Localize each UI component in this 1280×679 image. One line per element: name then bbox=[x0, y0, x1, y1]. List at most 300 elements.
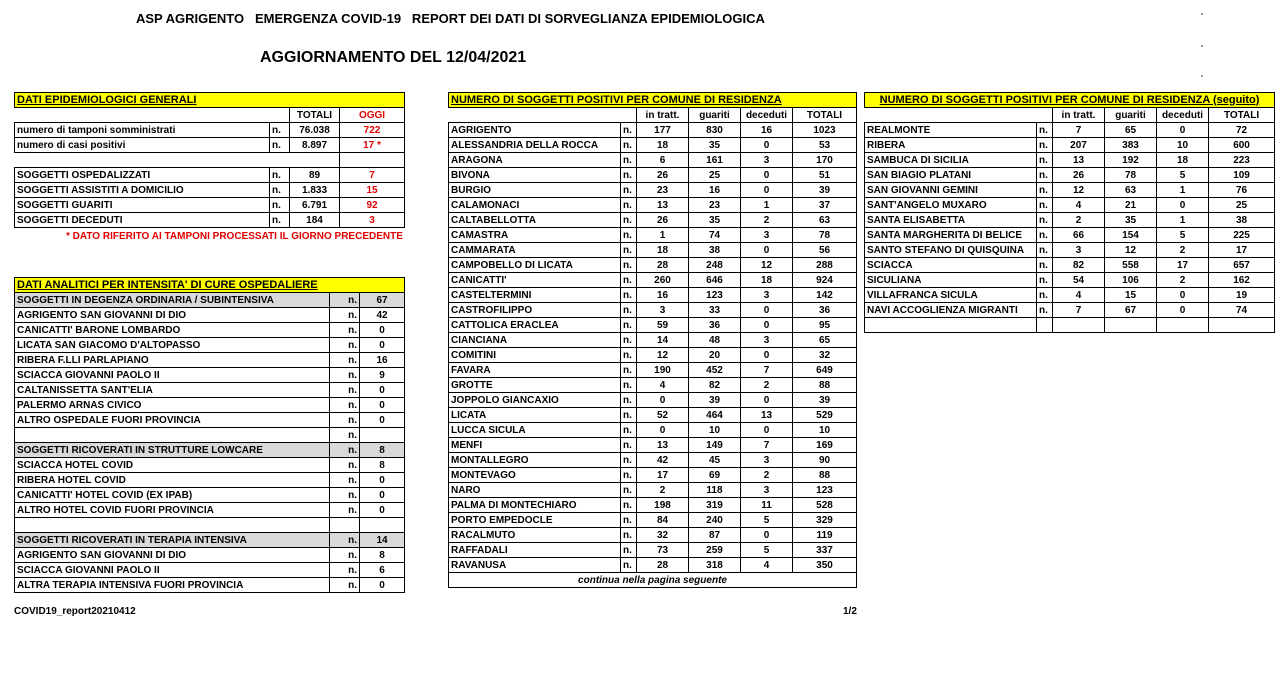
municipality-row bbox=[449, 303, 857, 318]
municipality-value: 149 bbox=[689, 438, 741, 453]
municipality-row bbox=[865, 288, 1275, 303]
municipality-value: 0 bbox=[1157, 303, 1209, 318]
municipality-value: 4 bbox=[1053, 198, 1105, 213]
municipality-value: 88 bbox=[793, 378, 857, 393]
unit-label: n. bbox=[621, 153, 637, 168]
municipality-value: 12 bbox=[1105, 243, 1157, 258]
municipality-value: 53 bbox=[793, 138, 857, 153]
municipality-value: 109 bbox=[1209, 168, 1275, 183]
hospital-row-value: 0 bbox=[360, 473, 405, 488]
hospital-row-label: AGRIGENTO SAN GIOVANNI DI DIO bbox=[15, 548, 330, 563]
municipality-value: 13 bbox=[637, 198, 689, 213]
municipality-value: 318 bbox=[689, 558, 741, 573]
unit-label: n. bbox=[621, 453, 637, 468]
municipality-row bbox=[449, 213, 857, 228]
municipality-name: RACALMUTO bbox=[449, 528, 621, 543]
hospital-row-label: RIBERA F.LLI PARLAPIANO bbox=[15, 353, 330, 368]
hospital-row bbox=[15, 473, 405, 488]
municipality-value: 2 bbox=[741, 468, 793, 483]
blank-cell bbox=[1037, 318, 1053, 333]
municipality-value: 39 bbox=[793, 183, 857, 198]
update-date-title: AGGIORNAMENTO DEL 12/04/2021 bbox=[260, 49, 527, 66]
municipality-name: SAN BIAGIO PLATANI bbox=[865, 168, 1037, 183]
blank-cell bbox=[1157, 318, 1209, 333]
municipality-value: 0 bbox=[637, 393, 689, 408]
hospital-row-value: 0 bbox=[360, 578, 405, 593]
unit-label: n. bbox=[1037, 168, 1053, 183]
col-oggi: OGGI bbox=[340, 108, 405, 123]
municipality-row bbox=[449, 498, 857, 513]
hospital-row-value: 0 bbox=[360, 503, 405, 518]
municipality-value: 0 bbox=[1157, 198, 1209, 213]
municipality-value: 16 bbox=[637, 288, 689, 303]
hospital-group-row bbox=[15, 533, 405, 548]
general-row-oggi: 92 bbox=[340, 198, 405, 213]
municipality-value: 154 bbox=[1105, 228, 1157, 243]
municipality-name: PALMA DI MONTECHIARO bbox=[449, 498, 621, 513]
unit-label: n. bbox=[621, 243, 637, 258]
municipality-value: 350 bbox=[793, 558, 857, 573]
unit-label: n. bbox=[330, 503, 360, 518]
hospital-row bbox=[15, 428, 405, 443]
municipality-value: 26 bbox=[637, 213, 689, 228]
general-row bbox=[15, 198, 405, 213]
municipality-name: SANTO STEFANO DI QUISQUINA bbox=[865, 243, 1037, 258]
column-header: TOTALI bbox=[793, 108, 857, 123]
blank-cell bbox=[15, 153, 290, 168]
municipality-value: 82 bbox=[689, 378, 741, 393]
unit-label: n. bbox=[330, 368, 360, 383]
municipality-name: SAMBUCA DI SICILIA bbox=[865, 153, 1037, 168]
general-row-oggi: 17 * bbox=[340, 138, 405, 153]
municipality-value: 2 bbox=[637, 483, 689, 498]
unit-label: n. bbox=[621, 123, 637, 138]
municipal-title-2: NUMERO DI SOGGETTI POSITIVI PER COMUNE DI RESIDENZA (seguito) bbox=[865, 93, 1275, 108]
report-code: COVID19_report20210412 bbox=[14, 606, 136, 617]
hospital-row-value: 16 bbox=[360, 353, 405, 368]
page-number: 1/2 bbox=[843, 606, 857, 617]
municipality-value: 106 bbox=[1105, 273, 1157, 288]
municipality-value: 288 bbox=[793, 258, 857, 273]
municipality-row bbox=[449, 123, 857, 138]
municipality-row bbox=[865, 243, 1275, 258]
column-header: guariti bbox=[689, 108, 741, 123]
municipality-value: 2 bbox=[741, 378, 793, 393]
municipality-row bbox=[449, 363, 857, 378]
municipality-value: 17 bbox=[1157, 258, 1209, 273]
unit-label: n. bbox=[330, 488, 360, 503]
municipality-value: 2 bbox=[1053, 213, 1105, 228]
unit-label: n. bbox=[1037, 273, 1053, 288]
general-data-title: DATI EPIDEMIOLOGICI GENERALI bbox=[15, 93, 405, 108]
municipality-value: 90 bbox=[793, 453, 857, 468]
municipality-name: SCIACCA bbox=[865, 258, 1037, 273]
general-row bbox=[15, 168, 405, 183]
general-row-totali: 8.897 bbox=[290, 138, 340, 153]
municipality-value: 36 bbox=[793, 303, 857, 318]
municipality-name: CAMASTRA bbox=[449, 228, 621, 243]
unit-label: n. bbox=[621, 423, 637, 438]
unit-label: n. bbox=[330, 308, 360, 323]
municipality-value: 161 bbox=[689, 153, 741, 168]
unit-label bbox=[330, 518, 360, 533]
municipality-value: 646 bbox=[689, 273, 741, 288]
municipality-row bbox=[865, 228, 1275, 243]
municipality-value: 123 bbox=[793, 483, 857, 498]
footnote: * DATO RIFERITO AI TAMPONI PROCESSATI IL GIORNO PRECEDENTE bbox=[66, 231, 403, 242]
general-row-totali: 89 bbox=[290, 168, 340, 183]
municipality-value: 7 bbox=[1053, 123, 1105, 138]
municipality-value: 225 bbox=[1209, 228, 1275, 243]
municipality-value: 3 bbox=[741, 333, 793, 348]
municipality-name: CASTROFILIPPO bbox=[449, 303, 621, 318]
municipality-value: 6 bbox=[637, 153, 689, 168]
hospital-row-label: AGRIGENTO SAN GIOVANNI DI DIO bbox=[15, 308, 330, 323]
municipality-value: 600 bbox=[1209, 138, 1275, 153]
unit-label: n. bbox=[330, 563, 360, 578]
municipality-value: 2 bbox=[741, 213, 793, 228]
municipality-value: 20 bbox=[689, 348, 741, 363]
municipality-name: ALESSANDRIA DELLA ROCCA bbox=[449, 138, 621, 153]
general-row-oggi: 15 bbox=[340, 183, 405, 198]
unit-label: n. bbox=[621, 168, 637, 183]
municipality-value: 5 bbox=[1157, 228, 1209, 243]
municipality-name: SAN GIOVANNI GEMINI bbox=[865, 183, 1037, 198]
municipality-value: 52 bbox=[637, 408, 689, 423]
municipality-value: 74 bbox=[689, 228, 741, 243]
unit-label: n. bbox=[330, 338, 360, 353]
municipality-row bbox=[449, 513, 857, 528]
municipality-row bbox=[449, 183, 857, 198]
hospital-row bbox=[15, 563, 405, 578]
municipality-value: 16 bbox=[689, 183, 741, 198]
hospital-row bbox=[15, 368, 405, 383]
municipality-value: 0 bbox=[637, 423, 689, 438]
general-row-totali: 1.833 bbox=[290, 183, 340, 198]
municipality-name: COMITINI bbox=[449, 348, 621, 363]
municipality-row bbox=[865, 153, 1275, 168]
unit-label: n. bbox=[1037, 213, 1053, 228]
municipality-row bbox=[865, 258, 1275, 273]
municipality-value: 118 bbox=[689, 483, 741, 498]
municipality-name: CATTOLICA ERACLEA bbox=[449, 318, 621, 333]
municipality-value: 162 bbox=[1209, 273, 1275, 288]
municipality-value: 0 bbox=[741, 183, 793, 198]
column-header: deceduti bbox=[741, 108, 793, 123]
municipality-value: 5 bbox=[741, 543, 793, 558]
unit-label: n. bbox=[330, 473, 360, 488]
hospital-data-table bbox=[14, 277, 405, 593]
municipality-value: 10 bbox=[793, 423, 857, 438]
municipality-value: 329 bbox=[793, 513, 857, 528]
municipality-value: 95 bbox=[793, 318, 857, 333]
hospital-row-value: 0 bbox=[360, 383, 405, 398]
municipality-value: 37 bbox=[793, 198, 857, 213]
unit-label: n. bbox=[270, 138, 290, 153]
municipality-row bbox=[865, 168, 1275, 183]
hospital-row-label: PALERMO ARNAS CIVICO bbox=[15, 398, 330, 413]
unit-label: n. bbox=[621, 258, 637, 273]
unit-label: n. bbox=[621, 363, 637, 378]
general-row bbox=[15, 138, 405, 153]
municipal-title-1: NUMERO DI SOGGETTI POSITIVI PER COMUNE DI RESIDENZA bbox=[449, 93, 857, 108]
municipality-row bbox=[865, 303, 1275, 318]
municipality-value: 33 bbox=[689, 303, 741, 318]
hospital-row-value: 8 bbox=[360, 458, 405, 473]
municipality-value: 3 bbox=[1053, 243, 1105, 258]
municipality-value: 1 bbox=[741, 198, 793, 213]
blank-cell bbox=[340, 153, 405, 168]
unit-label: n. bbox=[621, 333, 637, 348]
hospital-row bbox=[15, 488, 405, 503]
column-header: deceduti bbox=[1157, 108, 1209, 123]
municipality-value: 12 bbox=[1053, 183, 1105, 198]
municipality-value: 65 bbox=[1105, 123, 1157, 138]
municipality-name: SANT'ANGELO MUXARO bbox=[865, 198, 1037, 213]
general-data-table bbox=[14, 92, 405, 228]
municipality-value: 0 bbox=[741, 168, 793, 183]
municipality-value: 17 bbox=[1209, 243, 1275, 258]
hospital-row bbox=[15, 323, 405, 338]
hospital-row-label: CALTANISSETTA SANT'ELIA bbox=[15, 383, 330, 398]
municipality-value: 0 bbox=[741, 138, 793, 153]
unit-label: n. bbox=[330, 398, 360, 413]
blank-cell bbox=[865, 318, 1037, 333]
hospital-row-label: SCIACCA GIOVANNI PAOLO II bbox=[15, 563, 330, 578]
municipality-value: 87 bbox=[689, 528, 741, 543]
municipality-value: 0 bbox=[741, 243, 793, 258]
hospital-row-value: 0 bbox=[360, 323, 405, 338]
municipality-value: 25 bbox=[689, 168, 741, 183]
municipality-name: REALMONTE bbox=[865, 123, 1037, 138]
unit-label: n. bbox=[330, 293, 360, 308]
municipality-row bbox=[449, 558, 857, 573]
general-row bbox=[15, 123, 405, 138]
hospital-row-value: 6 bbox=[360, 563, 405, 578]
unit-label: n. bbox=[330, 323, 360, 338]
municipality-value: 123 bbox=[689, 288, 741, 303]
municipality-name: MONTEVAGO bbox=[449, 468, 621, 483]
municipality-value: 63 bbox=[793, 213, 857, 228]
municipality-value: 17 bbox=[637, 468, 689, 483]
hospital-row-label: CANICATTI' HOTEL COVID (EX IPAB) bbox=[15, 488, 330, 503]
unit-label: n. bbox=[270, 168, 290, 183]
municipality-value: 59 bbox=[637, 318, 689, 333]
hospital-row-value: 0 bbox=[360, 488, 405, 503]
municipality-value: 51 bbox=[793, 168, 857, 183]
municipality-name: BURGIO bbox=[449, 183, 621, 198]
municipality-value: 260 bbox=[637, 273, 689, 288]
municipality-value: 11 bbox=[741, 498, 793, 513]
unit-label: n. bbox=[330, 413, 360, 428]
municipality-value: 23 bbox=[637, 183, 689, 198]
municipality-value: 18 bbox=[637, 138, 689, 153]
municipality-value: 13 bbox=[1053, 153, 1105, 168]
municipality-value: 26 bbox=[1053, 168, 1105, 183]
unit-label: n. bbox=[1037, 228, 1053, 243]
municipality-name: GROTTE bbox=[449, 378, 621, 393]
municipality-name: ARAGONA bbox=[449, 153, 621, 168]
municipality-row bbox=[449, 393, 857, 408]
unit-label: n. bbox=[621, 558, 637, 573]
municipality-row bbox=[865, 273, 1275, 288]
municipality-value: 0 bbox=[741, 528, 793, 543]
hospital-group-row bbox=[15, 443, 405, 458]
municipality-row bbox=[449, 543, 857, 558]
unit-label: n. bbox=[1037, 258, 1053, 273]
unit-label: n. bbox=[621, 198, 637, 213]
municipality-value: 35 bbox=[1105, 213, 1157, 228]
municipality-name: RIBERA bbox=[865, 138, 1037, 153]
municipality-row bbox=[449, 258, 857, 273]
municipality-name: MENFI bbox=[449, 438, 621, 453]
municipality-value: 42 bbox=[637, 453, 689, 468]
municipality-name: LUCCA SICULA bbox=[449, 423, 621, 438]
municipality-value: 248 bbox=[689, 258, 741, 273]
municipality-name: FAVARA bbox=[449, 363, 621, 378]
municipal-table-2 bbox=[864, 92, 1275, 333]
municipality-value: 649 bbox=[793, 363, 857, 378]
municipality-name: CANICATTI' bbox=[449, 273, 621, 288]
municipality-value: 223 bbox=[1209, 153, 1275, 168]
unit-label: n. bbox=[621, 228, 637, 243]
municipality-value: 119 bbox=[793, 528, 857, 543]
general-row-label: numero di casi positivi bbox=[15, 138, 270, 153]
general-row bbox=[15, 153, 405, 168]
municipality-value: 259 bbox=[689, 543, 741, 558]
general-row-totali: 184 bbox=[290, 213, 340, 228]
general-row-label: SOGGETTI OSPEDALIZZATI bbox=[15, 168, 270, 183]
municipality-value: 7 bbox=[741, 363, 793, 378]
unit-label: n. bbox=[330, 353, 360, 368]
municipality-row bbox=[449, 453, 857, 468]
municipality-name: SICULIANA bbox=[865, 273, 1037, 288]
municipality-value: 2 bbox=[1157, 243, 1209, 258]
municipality-value: 5 bbox=[741, 513, 793, 528]
decorative-mark bbox=[1201, 75, 1203, 77]
municipality-value: 18 bbox=[1157, 153, 1209, 168]
hospital-row-label: LICATA SAN GIACOMO D'ALTOPASSO bbox=[15, 338, 330, 353]
general-row-label: SOGGETTI ASSISTITI A DOMICILIO bbox=[15, 183, 270, 198]
unit-label: n. bbox=[621, 303, 637, 318]
unit-label: n. bbox=[621, 393, 637, 408]
general-row-label: SOGGETTI GUARITI bbox=[15, 198, 270, 213]
unit-label: n. bbox=[621, 348, 637, 363]
unit-label: n. bbox=[330, 443, 360, 458]
general-row bbox=[15, 213, 405, 228]
column-header: in tratt. bbox=[1053, 108, 1105, 123]
hospital-row-label: SOGGETTI IN DEGENZA ORDINARIA / SUBINTENSIVA bbox=[15, 293, 330, 308]
unit-label: n. bbox=[1037, 153, 1053, 168]
hospital-row-value: 14 bbox=[360, 533, 405, 548]
unit-label: n. bbox=[621, 318, 637, 333]
unit-label: n. bbox=[621, 468, 637, 483]
hospital-row-label bbox=[15, 518, 330, 533]
municipality-value: 207 bbox=[1053, 138, 1105, 153]
municipality-row bbox=[865, 198, 1275, 213]
municipality-value: 528 bbox=[793, 498, 857, 513]
municipality-value: 0 bbox=[741, 318, 793, 333]
blank-cell bbox=[1053, 318, 1105, 333]
municipality-value: 1 bbox=[637, 228, 689, 243]
municipality-name: BIVONA bbox=[449, 168, 621, 183]
hospital-row-value bbox=[360, 518, 405, 533]
municipality-value: 1 bbox=[1157, 213, 1209, 228]
municipality-value: 198 bbox=[637, 498, 689, 513]
municipality-row bbox=[449, 408, 857, 423]
hospital-row-value: 9 bbox=[360, 368, 405, 383]
unit-label: n. bbox=[621, 483, 637, 498]
unit-label: n. bbox=[621, 438, 637, 453]
municipality-value: 88 bbox=[793, 468, 857, 483]
unit-label: n. bbox=[621, 273, 637, 288]
municipality-value: 0 bbox=[1157, 288, 1209, 303]
hospital-data-section bbox=[14, 277, 405, 593]
municipal-table-1 bbox=[448, 92, 857, 588]
municipality-value: 1023 bbox=[793, 123, 857, 138]
municipality-value: 38 bbox=[689, 243, 741, 258]
municipality-value: 16 bbox=[741, 123, 793, 138]
general-row-label: SOGGETTI DECEDUTI bbox=[15, 213, 270, 228]
municipality-value: 5 bbox=[1157, 168, 1209, 183]
municipality-row bbox=[449, 273, 857, 288]
unit-label: n. bbox=[1037, 303, 1053, 318]
municipality-name: NAVI ACCOGLIENZA MIGRANTI bbox=[865, 303, 1037, 318]
municipality-name: SANTA ELISABETTA bbox=[865, 213, 1037, 228]
municipality-value: 0 bbox=[741, 393, 793, 408]
municipality-row bbox=[449, 198, 857, 213]
hospital-row-value bbox=[360, 428, 405, 443]
report-title: ASP AGRIGENTO EMERGENZA COVID-19 REPORT DEI DATI DI SORVEGLIANZA EPIDEMIOLOGICA bbox=[136, 11, 765, 26]
general-row-totali: 6.791 bbox=[290, 198, 340, 213]
municipality-value: 63 bbox=[1105, 183, 1157, 198]
unit-label: n. bbox=[270, 123, 290, 138]
municipality-name: VILLAFRANCA SICULA bbox=[865, 288, 1037, 303]
municipality-name: RAFFADALI bbox=[449, 543, 621, 558]
municipal-section-2 bbox=[864, 92, 1275, 333]
municipality-row bbox=[449, 153, 857, 168]
municipality-value: 170 bbox=[793, 153, 857, 168]
hospital-row-value: 8 bbox=[360, 443, 405, 458]
municipality-name: SANTA MARGHERITA DI BELICE bbox=[865, 228, 1037, 243]
general-row-label: numero di tamponi somministrati bbox=[15, 123, 270, 138]
general-row-totali: 76.038 bbox=[290, 123, 340, 138]
municipality-value: 177 bbox=[637, 123, 689, 138]
municipality-name: CAMMARATA bbox=[449, 243, 621, 258]
decorative-mark bbox=[1201, 13, 1203, 15]
municipality-value: 3 bbox=[741, 153, 793, 168]
municipality-value: 78 bbox=[793, 228, 857, 243]
unit-label: n. bbox=[270, 198, 290, 213]
municipality-value: 0 bbox=[741, 303, 793, 318]
municipality-value: 39 bbox=[793, 393, 857, 408]
municipality-value: 82 bbox=[1053, 258, 1105, 273]
municipality-value: 66 bbox=[1053, 228, 1105, 243]
municipality-value: 74 bbox=[1209, 303, 1275, 318]
municipality-value: 23 bbox=[689, 198, 741, 213]
municipality-value: 383 bbox=[1105, 138, 1157, 153]
municipal-section-1 bbox=[448, 92, 857, 588]
municipality-name: CASTELTERMINI bbox=[449, 288, 621, 303]
municipality-value: 13 bbox=[637, 438, 689, 453]
municipality-value: 240 bbox=[689, 513, 741, 528]
hospital-row-value: 0 bbox=[360, 398, 405, 413]
municipality-row bbox=[449, 528, 857, 543]
municipality-value: 35 bbox=[689, 138, 741, 153]
municipality-value: 18 bbox=[741, 273, 793, 288]
municipality-value: 73 bbox=[637, 543, 689, 558]
municipality-name: NARO bbox=[449, 483, 621, 498]
